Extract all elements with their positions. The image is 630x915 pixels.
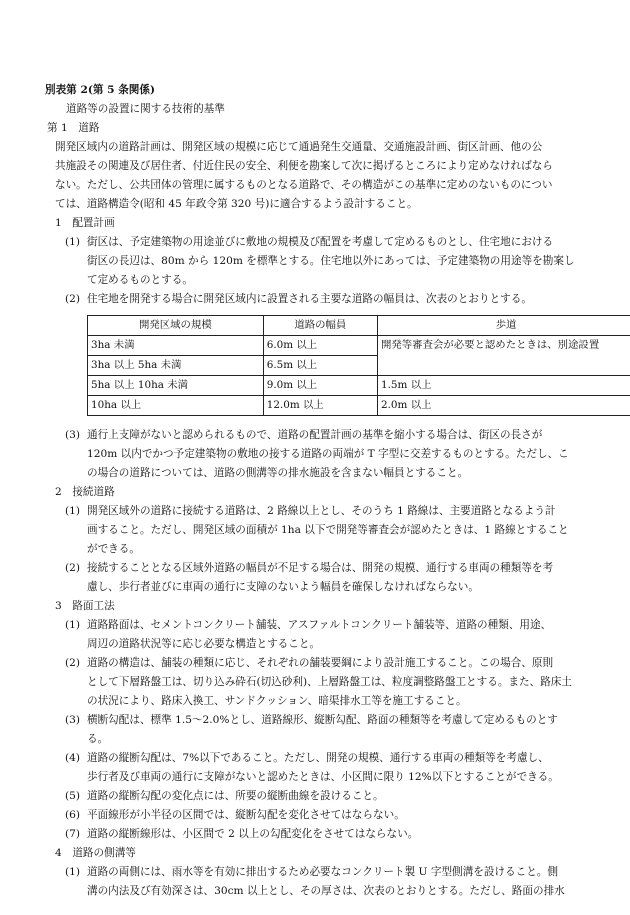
table-header-cell: 歩道 xyxy=(378,316,630,336)
item-number: (3) xyxy=(65,714,81,726)
intro-line: 共施設その関連及び居住者、付近住民の安全、利便を勘案して次に掲げるところにより定めなければなら xyxy=(55,160,553,172)
item-number: (2) xyxy=(65,293,81,305)
item-line: る。 xyxy=(87,733,109,745)
table-cell: 2.0m 以上 xyxy=(378,396,630,416)
section-4-heading: 4 道路の側溝等 xyxy=(55,847,136,859)
item-line: の場合の道路については、道路の側溝等の排水施設を含まない幅員とすること。 xyxy=(87,467,469,479)
section-1-item-3 xyxy=(45,426,598,483)
item-line: 溝の内法及び有効深さは、30cm 以上とし、その厚さは、次表のとおりとする。ただし、路面の排水 xyxy=(87,885,565,897)
table-header-cell: 開発区域の規模 xyxy=(88,316,264,336)
section-1-item-1 xyxy=(45,233,598,290)
intro-paragraph xyxy=(45,138,598,214)
section-3-item-7 xyxy=(45,825,598,844)
table-cell-merged: 開発等審査会が必要と認めたときは、別途設置 xyxy=(378,336,630,376)
intro-line: ては、道路構造令(昭和 45 年政令第 320 号)に適合するよう設計すること。 xyxy=(55,198,418,210)
item-line: 平面線形が小半径の区間では、縦断勾配を変化させてはならない。 xyxy=(87,809,405,821)
section-3-item-5 xyxy=(45,787,598,806)
section-2-item-2 xyxy=(45,559,598,597)
section-2-item-1 xyxy=(45,502,598,559)
item-line: 街区は、予定建築物の用途並びに敷地の規模及び配置を考慮して定めるものとし、住宅地における xyxy=(87,236,554,248)
section-2-heading: 2 接続道路 xyxy=(55,486,115,498)
item-number: (2) xyxy=(65,562,81,574)
item-line: 横断勾配は、標準 1.5～2.0%とし、道路線形、縦断勾配、路面の種類等を考慮して定めるものとす xyxy=(87,714,558,726)
table-cell: 9.0m 以上 xyxy=(263,376,377,396)
item-number: (5) xyxy=(65,790,81,802)
table-cell: 6.0m 以上 xyxy=(263,336,377,356)
table-header-cell: 道路の幅員 xyxy=(263,316,377,336)
table-cell: 1.5m 以上 xyxy=(378,376,630,396)
item-line: 道路の縦断勾配の変化点には、所要の縦断曲線を設けること。 xyxy=(87,790,384,802)
item-line: 画すること。ただし、開発区域の面積が 1ha 以下で開発等審査会が認めたときは、1 路線とすること xyxy=(87,524,569,536)
intro-line: 開発区域内の道路計画は、開発区域の規模に応じて通過発生交通量、交通施設計画、街区計画、他の公 xyxy=(55,141,543,153)
item-line: 通行上支障がないと認められるもので、道路の配置計画の基準を縮小する場合は、街区の長さが xyxy=(87,429,543,441)
table-row xyxy=(88,396,630,416)
section-1-item-2 xyxy=(45,290,598,309)
item-number: (6) xyxy=(65,809,81,821)
item-number: (2) xyxy=(65,657,81,669)
intro-line: ない。ただし、公共団体の管理に属するものとなる道路で、その構造がこの基準に定めのないものについ xyxy=(55,179,553,191)
item-line: 周辺の道路状況等に応じ必要な構造とすること。 xyxy=(87,638,321,650)
item-number: (4) xyxy=(65,752,81,764)
section-3-item-6 xyxy=(45,806,598,825)
table-cell: 3ha 未満 xyxy=(88,336,264,356)
table-row xyxy=(88,376,630,396)
section-3-item-2 xyxy=(45,654,598,711)
section-3-heading: 3 路面工法 xyxy=(55,600,115,612)
item-number: (1) xyxy=(65,505,81,517)
appendix-title: 別表第 2(第 5 条関係) xyxy=(45,84,155,96)
table-cell: 10ha 以上 xyxy=(88,396,264,416)
table-row xyxy=(88,336,630,356)
section-1-heading: 1 配置計画 xyxy=(55,217,115,229)
item-line: の状況により、路床入換工、サンドクッション、暗渠排水工等を施工すること。 xyxy=(87,695,467,707)
document-subtitle: 道路等の設置に関する技術的基準 xyxy=(66,103,225,115)
chapter-heading: 第 1 道路 xyxy=(47,122,100,134)
item-number: (3) xyxy=(65,429,81,441)
table-header-row xyxy=(88,316,630,336)
section-3-item-3 xyxy=(45,711,598,749)
section-3-item-4 xyxy=(45,749,598,787)
item-line: 歩行者及び車両の通行に支障がないと認めたときは、小区間に限り 12%以下とすることができる。 xyxy=(87,771,559,783)
item-line: 道路の縦断勾配は、7%以下であること。ただし、開発の規模、通行する車両の種類等を考慮し、 xyxy=(87,752,549,764)
item-line: 街区の長辺は、80m から 120m を標準とする。住宅地以外にあっては、予定建築物の用途等を勘案し xyxy=(87,255,575,267)
item-line: 道路の縦断線形は、小区間で 2 以上の勾配変化をさせてはならない。 xyxy=(87,828,419,840)
table-cell: 6.5m 以上 xyxy=(263,356,377,376)
item-number: (1) xyxy=(65,619,81,631)
item-number: (7) xyxy=(65,828,81,840)
table-cell: 12.0m 以上 xyxy=(263,396,377,416)
item-line: 開発区域外の道路に接続する道路は、2 路線以上とし、そのうち 1 路線は、主要道路となるよう計 xyxy=(87,505,556,517)
section-3-item-1 xyxy=(45,616,598,654)
item-line: 120m 以内でかつ予定建築物の敷地の接する道路の両端が T 字型に交差するものとする。ただし、こ xyxy=(87,448,569,460)
item-line: 道路路面は、セメントコンクリート舗装、アスファルトコンクリート舗装等、道路の種類、用途、 xyxy=(87,619,552,631)
item-number: (1) xyxy=(65,866,81,878)
item-line: 住宅地を開発する場合に開発区域内に設置される主要な道路の幅員は、次表のとおりとする。 xyxy=(87,293,532,305)
item-line: ができる。 xyxy=(87,543,140,555)
road-width-table xyxy=(87,315,630,416)
table-cell: 3ha 以上 5ha 未満 xyxy=(88,356,264,376)
item-line: 接続することとなる区域外道路の幅員が不足する場合は、開発の規模、通行する車両の種類等を考 xyxy=(87,562,554,574)
item-line: として下層路盤工は、切り込み砕石(切込砂利)、上層路盤工は、粒度調整路盤工とする。また、路床土 xyxy=(87,676,572,688)
table-cell: 5ha 以上 10ha 未満 xyxy=(88,376,264,396)
item-line: 慮し、歩行者並びに車両の通行に支障のないよう幅員を確保しなければならない。 xyxy=(87,581,479,593)
item-number: (1) xyxy=(65,236,81,248)
item-line: 道路の両側には、雨水等を有効に排出するため必要なコンクリート製 U 字型側溝を設けること。側 xyxy=(87,866,558,878)
item-line: 道路の構造は、舗装の種類に応じ、それぞれの舗装要綱により設計施工すること。この場合、原則 xyxy=(87,657,554,669)
section-4-item-1 xyxy=(45,863,598,901)
item-line: て定めるものとする。 xyxy=(87,274,193,286)
